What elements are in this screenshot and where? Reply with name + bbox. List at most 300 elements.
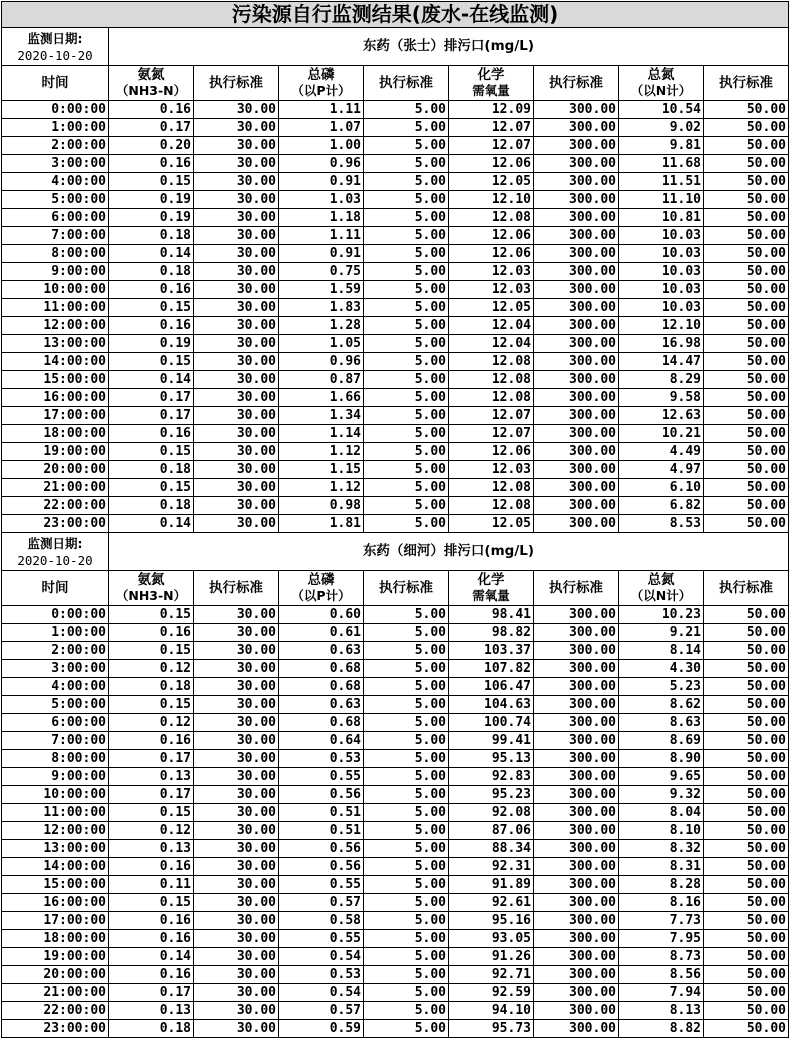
value-cell: 30.00 xyxy=(194,317,279,335)
value-cell: 8.90 xyxy=(619,750,704,768)
value-cell: 50.00 xyxy=(704,786,789,804)
column-header-text: 总磷 xyxy=(307,572,335,588)
table-row xyxy=(2,407,789,425)
column-header-text: 化学 xyxy=(477,67,505,83)
value-cell: 5.00 xyxy=(364,642,449,660)
value-cell: 12.06 xyxy=(449,443,534,461)
value-cell: 0.63 xyxy=(279,642,364,660)
value-cell: 8.31 xyxy=(619,858,704,876)
value-cell: 0.18 xyxy=(109,263,194,281)
value-cell: 5.00 xyxy=(364,173,449,191)
value-cell: 1.07 xyxy=(279,119,364,137)
value-cell: 5.00 xyxy=(364,155,449,173)
table-row xyxy=(2,984,789,1002)
value-cell: 0.96 xyxy=(279,353,364,371)
value-cell: 300.00 xyxy=(534,389,619,407)
time-cell: 13:00:00 xyxy=(2,840,109,858)
table-row xyxy=(2,858,789,876)
value-cell: 0.53 xyxy=(279,750,364,768)
value-cell: 50.00 xyxy=(704,209,789,227)
value-cell: 300.00 xyxy=(534,912,619,930)
value-cell: 5.00 xyxy=(364,317,449,335)
time-cell: 14:00:00 xyxy=(2,858,109,876)
value-cell: 300.00 xyxy=(534,804,619,822)
value-cell: 10.03 xyxy=(619,281,704,299)
column-header-text: （以N计） xyxy=(630,588,692,603)
value-cell: 95.23 xyxy=(449,786,534,804)
value-cell: 12.05 xyxy=(449,173,534,191)
column-header xyxy=(194,571,279,606)
value-cell: 30.00 xyxy=(194,425,279,443)
column-header-text: 需氧量 xyxy=(472,588,510,603)
monitoring-date xyxy=(2,533,109,571)
value-cell: 12.08 xyxy=(449,353,534,371)
value-cell: 0.15 xyxy=(109,479,194,497)
value-cell: 30.00 xyxy=(194,858,279,876)
value-cell: 5.00 xyxy=(364,407,449,425)
value-cell: 5.00 xyxy=(364,984,449,1002)
value-cell: 300.00 xyxy=(534,840,619,858)
column-header xyxy=(109,571,194,606)
value-cell: 50.00 xyxy=(704,155,789,173)
value-cell: 300.00 xyxy=(534,101,619,119)
value-cell: 30.00 xyxy=(194,515,279,533)
value-cell: 8.63 xyxy=(619,714,704,732)
table-row xyxy=(2,750,789,768)
value-cell: 0.54 xyxy=(279,948,364,966)
value-cell: 4.30 xyxy=(619,660,704,678)
value-cell: 12.04 xyxy=(449,335,534,353)
time-cell: 0:00:00 xyxy=(2,101,109,119)
column-header xyxy=(2,66,109,101)
value-cell: 300.00 xyxy=(534,876,619,894)
value-cell: 0.96 xyxy=(279,155,364,173)
value-cell: 0.61 xyxy=(279,624,364,642)
table-row xyxy=(2,732,789,750)
value-cell: 30.00 xyxy=(194,840,279,858)
time-cell: 6:00:00 xyxy=(2,714,109,732)
value-cell: 300.00 xyxy=(534,119,619,137)
value-cell: 30.00 xyxy=(194,209,279,227)
table-row xyxy=(2,479,789,497)
column-header xyxy=(194,66,279,101)
table-row xyxy=(2,263,789,281)
column-header-text: （以P计） xyxy=(291,588,351,603)
value-cell: 30.00 xyxy=(194,335,279,353)
value-cell: 5.00 xyxy=(364,804,449,822)
value-cell: 7.95 xyxy=(619,930,704,948)
value-cell: 300.00 xyxy=(534,1002,619,1020)
value-cell: 106.47 xyxy=(449,678,534,696)
value-cell: 1.12 xyxy=(279,479,364,497)
value-cell: 12.03 xyxy=(449,461,534,479)
time-cell: 5:00:00 xyxy=(2,696,109,714)
value-cell: 30.00 xyxy=(194,804,279,822)
value-cell: 50.00 xyxy=(704,1020,789,1038)
value-cell: 10.23 xyxy=(619,606,704,624)
value-cell: 5.00 xyxy=(364,768,449,786)
table-row xyxy=(2,299,789,317)
value-cell: 300.00 xyxy=(534,173,619,191)
time-cell: 7:00:00 xyxy=(2,732,109,750)
value-cell: 300.00 xyxy=(534,407,619,425)
value-cell: 16.98 xyxy=(619,335,704,353)
table-row xyxy=(2,155,789,173)
value-cell: 10.03 xyxy=(619,263,704,281)
value-cell: 300.00 xyxy=(534,371,619,389)
value-cell: 5.00 xyxy=(364,750,449,768)
column-header-text: （NH3-N） xyxy=(115,83,187,98)
value-cell: 30.00 xyxy=(194,389,279,407)
value-cell: 8.82 xyxy=(619,1020,704,1038)
value-cell: 92.08 xyxy=(449,804,534,822)
value-cell: 0.63 xyxy=(279,696,364,714)
time-cell: 14:00:00 xyxy=(2,353,109,371)
value-cell: 30.00 xyxy=(194,101,279,119)
time-cell: 16:00:00 xyxy=(2,389,109,407)
value-cell: 5.00 xyxy=(364,1020,449,1038)
monitoring-results-sheet xyxy=(1,1,789,1038)
value-cell: 300.00 xyxy=(534,479,619,497)
column-header-text: 化学 xyxy=(477,572,505,588)
table-row xyxy=(2,660,789,678)
value-cell: 92.59 xyxy=(449,984,534,1002)
value-cell: 0.17 xyxy=(109,119,194,137)
value-cell: 8.73 xyxy=(619,948,704,966)
value-cell: 30.00 xyxy=(194,624,279,642)
value-cell: 50.00 xyxy=(704,822,789,840)
value-cell: 0.17 xyxy=(109,786,194,804)
column-header-text: 执行标准 xyxy=(549,74,603,91)
value-cell: 30.00 xyxy=(194,660,279,678)
value-cell: 5.00 xyxy=(364,101,449,119)
value-cell: 0.68 xyxy=(279,678,364,696)
time-cell: 12:00:00 xyxy=(2,317,109,335)
time-cell: 17:00:00 xyxy=(2,407,109,425)
table-row xyxy=(2,227,789,245)
value-cell: 50.00 xyxy=(704,407,789,425)
value-cell: 12.08 xyxy=(449,389,534,407)
value-cell: 5.00 xyxy=(364,497,449,515)
value-cell: 30.00 xyxy=(194,119,279,137)
value-cell: 1.83 xyxy=(279,299,364,317)
value-cell: 30.00 xyxy=(194,786,279,804)
value-cell: 5.00 xyxy=(364,858,449,876)
date-value: 2020-10-20 xyxy=(17,552,93,568)
time-cell: 8:00:00 xyxy=(2,245,109,263)
time-cell: 15:00:00 xyxy=(2,371,109,389)
value-cell: 50.00 xyxy=(704,389,789,407)
table-row xyxy=(2,948,789,966)
value-cell: 1.81 xyxy=(279,515,364,533)
value-cell: 10.03 xyxy=(619,245,704,263)
value-cell: 50.00 xyxy=(704,1002,789,1020)
value-cell: 300.00 xyxy=(534,750,619,768)
column-header xyxy=(449,66,534,101)
value-cell: 50.00 xyxy=(704,804,789,822)
column-header xyxy=(619,66,704,101)
value-cell: 50.00 xyxy=(704,876,789,894)
value-cell: 300.00 xyxy=(534,317,619,335)
value-cell: 0.14 xyxy=(109,515,194,533)
value-cell: 30.00 xyxy=(194,227,279,245)
value-cell: 5.00 xyxy=(364,515,449,533)
value-cell: 30.00 xyxy=(194,894,279,912)
value-cell: 12.03 xyxy=(449,281,534,299)
value-cell: 30.00 xyxy=(194,714,279,732)
value-cell: 95.13 xyxy=(449,750,534,768)
value-cell: 50.00 xyxy=(704,101,789,119)
value-cell: 5.00 xyxy=(364,263,449,281)
column-header-row xyxy=(2,571,789,606)
column-header-text: 执行标准 xyxy=(379,74,433,91)
table-row xyxy=(2,101,789,119)
value-cell: 50.00 xyxy=(704,930,789,948)
value-cell: 30.00 xyxy=(194,606,279,624)
value-cell: 0.15 xyxy=(109,894,194,912)
value-cell: 0.51 xyxy=(279,822,364,840)
value-cell: 5.00 xyxy=(364,119,449,137)
time-cell: 19:00:00 xyxy=(2,443,109,461)
value-cell: 12.04 xyxy=(449,317,534,335)
time-cell: 10:00:00 xyxy=(2,786,109,804)
table-row xyxy=(2,461,789,479)
value-cell: 300.00 xyxy=(534,624,619,642)
time-cell: 7:00:00 xyxy=(2,227,109,245)
table-row xyxy=(2,173,789,191)
time-cell: 18:00:00 xyxy=(2,930,109,948)
value-cell: 30.00 xyxy=(194,461,279,479)
value-cell: 50.00 xyxy=(704,858,789,876)
value-cell: 50.00 xyxy=(704,245,789,263)
table-row xyxy=(2,281,789,299)
value-cell: 12.05 xyxy=(449,299,534,317)
value-cell: 5.00 xyxy=(364,371,449,389)
value-cell: 300.00 xyxy=(534,822,619,840)
value-cell: 0.17 xyxy=(109,984,194,1002)
value-cell: 30.00 xyxy=(194,443,279,461)
value-cell: 0.56 xyxy=(279,840,364,858)
value-cell: 9.21 xyxy=(619,624,704,642)
time-cell: 18:00:00 xyxy=(2,425,109,443)
value-cell: 50.00 xyxy=(704,732,789,750)
table-row xyxy=(2,1002,789,1020)
value-cell: 300.00 xyxy=(534,353,619,371)
value-cell: 30.00 xyxy=(194,353,279,371)
column-header-text: （NH3-N） xyxy=(115,588,187,603)
time-cell: 11:00:00 xyxy=(2,299,109,317)
table-row xyxy=(2,425,789,443)
value-cell: 92.31 xyxy=(449,858,534,876)
title-row xyxy=(2,2,789,28)
value-cell: 0.56 xyxy=(279,786,364,804)
value-cell: 0.18 xyxy=(109,497,194,515)
value-cell: 50.00 xyxy=(704,353,789,371)
value-cell: 12.10 xyxy=(449,191,534,209)
value-cell: 88.34 xyxy=(449,840,534,858)
value-cell: 300.00 xyxy=(534,425,619,443)
column-header-text: 执行标准 xyxy=(209,579,263,596)
column-header-text: 执行标准 xyxy=(209,74,263,91)
value-cell: 91.26 xyxy=(449,948,534,966)
value-cell: 9.65 xyxy=(619,768,704,786)
value-cell: 1.03 xyxy=(279,191,364,209)
value-cell: 5.00 xyxy=(364,389,449,407)
value-cell: 0.91 xyxy=(279,173,364,191)
value-cell: 50.00 xyxy=(704,137,789,155)
column-header-text: 总氮 xyxy=(647,67,675,83)
value-cell: 5.00 xyxy=(364,678,449,696)
column-header-text: 执行标准 xyxy=(549,579,603,596)
value-cell: 8.62 xyxy=(619,696,704,714)
value-cell: 4.97 xyxy=(619,461,704,479)
value-cell: 87.06 xyxy=(449,822,534,840)
value-cell: 300.00 xyxy=(534,768,619,786)
value-cell: 0.75 xyxy=(279,263,364,281)
value-cell: 0.98 xyxy=(279,497,364,515)
value-cell: 50.00 xyxy=(704,263,789,281)
value-cell: 5.00 xyxy=(364,479,449,497)
table-row xyxy=(2,245,789,263)
value-cell: 5.00 xyxy=(364,894,449,912)
value-cell: 30.00 xyxy=(194,966,279,984)
value-cell: 30.00 xyxy=(194,299,279,317)
value-cell: 0.18 xyxy=(109,678,194,696)
value-cell: 0.20 xyxy=(109,137,194,155)
value-cell: 0.16 xyxy=(109,966,194,984)
value-cell: 7.94 xyxy=(619,984,704,1002)
value-cell: 30.00 xyxy=(194,263,279,281)
value-cell: 30.00 xyxy=(194,155,279,173)
date-label: 监测日期: xyxy=(27,30,83,46)
table-row xyxy=(2,353,789,371)
time-cell: 13:00:00 xyxy=(2,335,109,353)
value-cell: 50.00 xyxy=(704,227,789,245)
value-cell: 300.00 xyxy=(534,732,619,750)
value-cell: 300.00 xyxy=(534,443,619,461)
value-cell: 0.19 xyxy=(109,209,194,227)
value-cell: 300.00 xyxy=(534,137,619,155)
value-cell: 300.00 xyxy=(534,515,619,533)
page-title: 污染源自行监测结果(废水-在线监测) xyxy=(2,2,789,28)
value-cell: 1.59 xyxy=(279,281,364,299)
value-cell: 0.15 xyxy=(109,443,194,461)
value-cell: 12.07 xyxy=(449,137,534,155)
outlet-name: 东药（细河）排污口(mg/L) xyxy=(109,533,789,571)
value-cell: 300.00 xyxy=(534,227,619,245)
value-cell: 1.15 xyxy=(279,461,364,479)
value-cell: 0.87 xyxy=(279,371,364,389)
value-cell: 0.53 xyxy=(279,966,364,984)
time-cell: 3:00:00 xyxy=(2,155,109,173)
value-cell: 12.07 xyxy=(449,119,534,137)
time-cell: 17:00:00 xyxy=(2,912,109,930)
value-cell: 5.00 xyxy=(364,227,449,245)
time-cell: 6:00:00 xyxy=(2,209,109,227)
value-cell: 107.82 xyxy=(449,660,534,678)
table-row xyxy=(2,497,789,515)
value-cell: 30.00 xyxy=(194,984,279,1002)
value-cell: 30.00 xyxy=(194,912,279,930)
value-cell: 1.66 xyxy=(279,389,364,407)
value-cell: 1.11 xyxy=(279,101,364,119)
value-cell: 0.54 xyxy=(279,984,364,1002)
value-cell: 8.69 xyxy=(619,732,704,750)
table-row xyxy=(2,137,789,155)
monitoring-date xyxy=(2,28,109,66)
value-cell: 8.13 xyxy=(619,1002,704,1020)
value-cell: 300.00 xyxy=(534,497,619,515)
value-cell: 30.00 xyxy=(194,173,279,191)
table-row xyxy=(2,894,789,912)
column-header-text: （以N计） xyxy=(630,83,692,98)
value-cell: 5.00 xyxy=(364,732,449,750)
value-cell: 4.49 xyxy=(619,443,704,461)
value-cell: 50.00 xyxy=(704,840,789,858)
value-cell: 30.00 xyxy=(194,948,279,966)
column-header-text: 时间 xyxy=(41,579,69,596)
value-cell: 50.00 xyxy=(704,660,789,678)
column-header-text: （以P计） xyxy=(291,83,351,98)
value-cell: 30.00 xyxy=(194,191,279,209)
value-cell: 0.16 xyxy=(109,101,194,119)
column-header xyxy=(619,571,704,606)
value-cell: 5.00 xyxy=(364,876,449,894)
time-cell: 8:00:00 xyxy=(2,750,109,768)
value-cell: 30.00 xyxy=(194,930,279,948)
value-cell: 93.05 xyxy=(449,930,534,948)
value-cell: 10.54 xyxy=(619,101,704,119)
value-cell: 9.81 xyxy=(619,137,704,155)
table-row xyxy=(2,876,789,894)
value-cell: 300.00 xyxy=(534,209,619,227)
value-cell: 50.00 xyxy=(704,443,789,461)
value-cell: 5.00 xyxy=(364,624,449,642)
value-cell: 300.00 xyxy=(534,191,619,209)
value-cell: 300.00 xyxy=(534,678,619,696)
table-row xyxy=(2,317,789,335)
table-row xyxy=(2,912,789,930)
column-header xyxy=(534,66,619,101)
value-cell: 11.68 xyxy=(619,155,704,173)
column-header xyxy=(704,571,789,606)
value-cell: 6.82 xyxy=(619,497,704,515)
value-cell: 8.16 xyxy=(619,894,704,912)
value-cell: 0.15 xyxy=(109,642,194,660)
value-cell: 5.00 xyxy=(364,948,449,966)
value-cell: 0.15 xyxy=(109,353,194,371)
value-cell: 50.00 xyxy=(704,479,789,497)
value-cell: 30.00 xyxy=(194,768,279,786)
value-cell: 50.00 xyxy=(704,768,789,786)
value-cell: 0.57 xyxy=(279,894,364,912)
value-cell: 1.12 xyxy=(279,443,364,461)
value-cell: 0.57 xyxy=(279,1002,364,1020)
value-cell: 50.00 xyxy=(704,119,789,137)
value-cell: 30.00 xyxy=(194,371,279,389)
column-header-text: 总磷 xyxy=(307,67,335,83)
table-row xyxy=(2,389,789,407)
value-cell: 0.16 xyxy=(109,858,194,876)
time-cell: 0:00:00 xyxy=(2,606,109,624)
value-cell: 50.00 xyxy=(704,173,789,191)
value-cell: 50.00 xyxy=(704,642,789,660)
column-header-row xyxy=(2,66,789,101)
column-header-text: 执行标准 xyxy=(379,579,433,596)
value-cell: 50.00 xyxy=(704,515,789,533)
table-row xyxy=(2,209,789,227)
value-cell: 300.00 xyxy=(534,696,619,714)
